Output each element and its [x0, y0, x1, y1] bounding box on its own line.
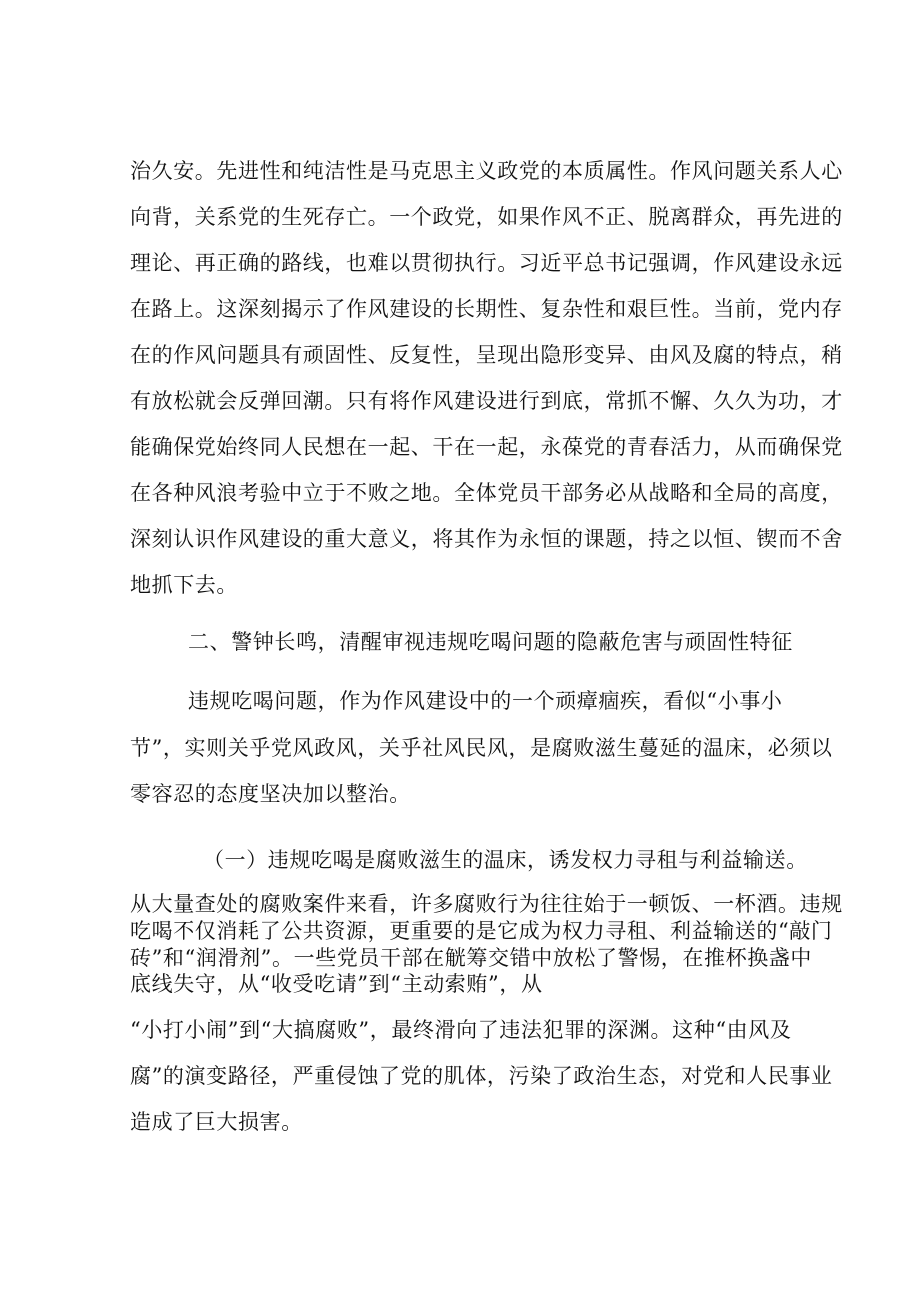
text-line: 造成了巨大损害。 [130, 1110, 303, 1134]
text-line: 能确保党始终同人民想在一起、干在一起，永葆党的青春活力，从而确保党 [130, 435, 843, 459]
text-line: 治久安。先进性和纯洁性是马克思主义政党的本质属性。作风问题关系人心 [130, 159, 843, 183]
section-heading: 二、警钟长鸣，清醒审视违规吃喝问题的隐蔽危害与顽固性特征 [188, 630, 793, 654]
text-line: 从大量查处的腐败案件来看，许多腐败行为往往始于一顿饭、一杯酒。违规 [130, 892, 843, 916]
text-line: 吃喝不仅消耗了公共资源，更重要的是它成为权力寻租、利益输送的“敲门 [130, 919, 833, 943]
text-line: 底线失守，从“收受吃请”到“主动索贿”，从 [130, 972, 543, 996]
text-line: 有放松就会反弹回潮。只有将作风建设进行到底，常抓不懈、久久为功，才 [130, 389, 843, 413]
text-line: 向背，关系党的生死存亡。一个政党，如果作风不正、脱离群众，再先进的 [130, 205, 843, 229]
text-line: “小打小闹”到“大搞腐败”，最终滑向了违法犯罪的深渊。这种“由风及 [130, 1018, 792, 1042]
text-line: 在路上。这深刻揭示了作风建设的长期性、复杂性和艰巨性。当前，党内存 [130, 297, 843, 321]
text-line: 在的作风问题具有顽固性、反复性，呈现出隐形变异、由风及腐的特点，稍 [130, 343, 843, 367]
text-line: 在各种风浪考验中立于不败之地。全体党员干部务必从战略和全局的高度， [130, 481, 843, 505]
text-line: 零容忍的态度坚决加以整治。 [130, 782, 411, 806]
text-line: 理论、再正确的路线，也难以贯彻执行。习近平总书记强调，作风建设永远 [130, 251, 843, 275]
text-line: 违规吃喝问题，作为作风建设中的一个顽瘴痼疾，看似“小事小 [188, 689, 783, 713]
subsection-heading: （一）违规吃喝是腐败滋生的温床，诱发权力寻租与利益输送。 [203, 848, 808, 872]
text-line: 腐”的演变路径，严重侵蚀了党的肌体，污染了政治生态，对党和人民事业 [130, 1064, 833, 1088]
text-line: 深刻认识作风建设的重大意义，将其作为永恒的课题，持之以恒、锲而不舍 [130, 527, 843, 551]
text-line: 地抓下去。 [130, 573, 238, 597]
text-line: 砖”和“润滑剂”。一些党员干部在觥筹交错中放松了警惕，在推杯换盏中 [130, 946, 813, 970]
text-line: 节”，实则关乎党风政风，关乎社风民风，是腐败滋生蔓延的温床，必须以 [130, 736, 833, 760]
